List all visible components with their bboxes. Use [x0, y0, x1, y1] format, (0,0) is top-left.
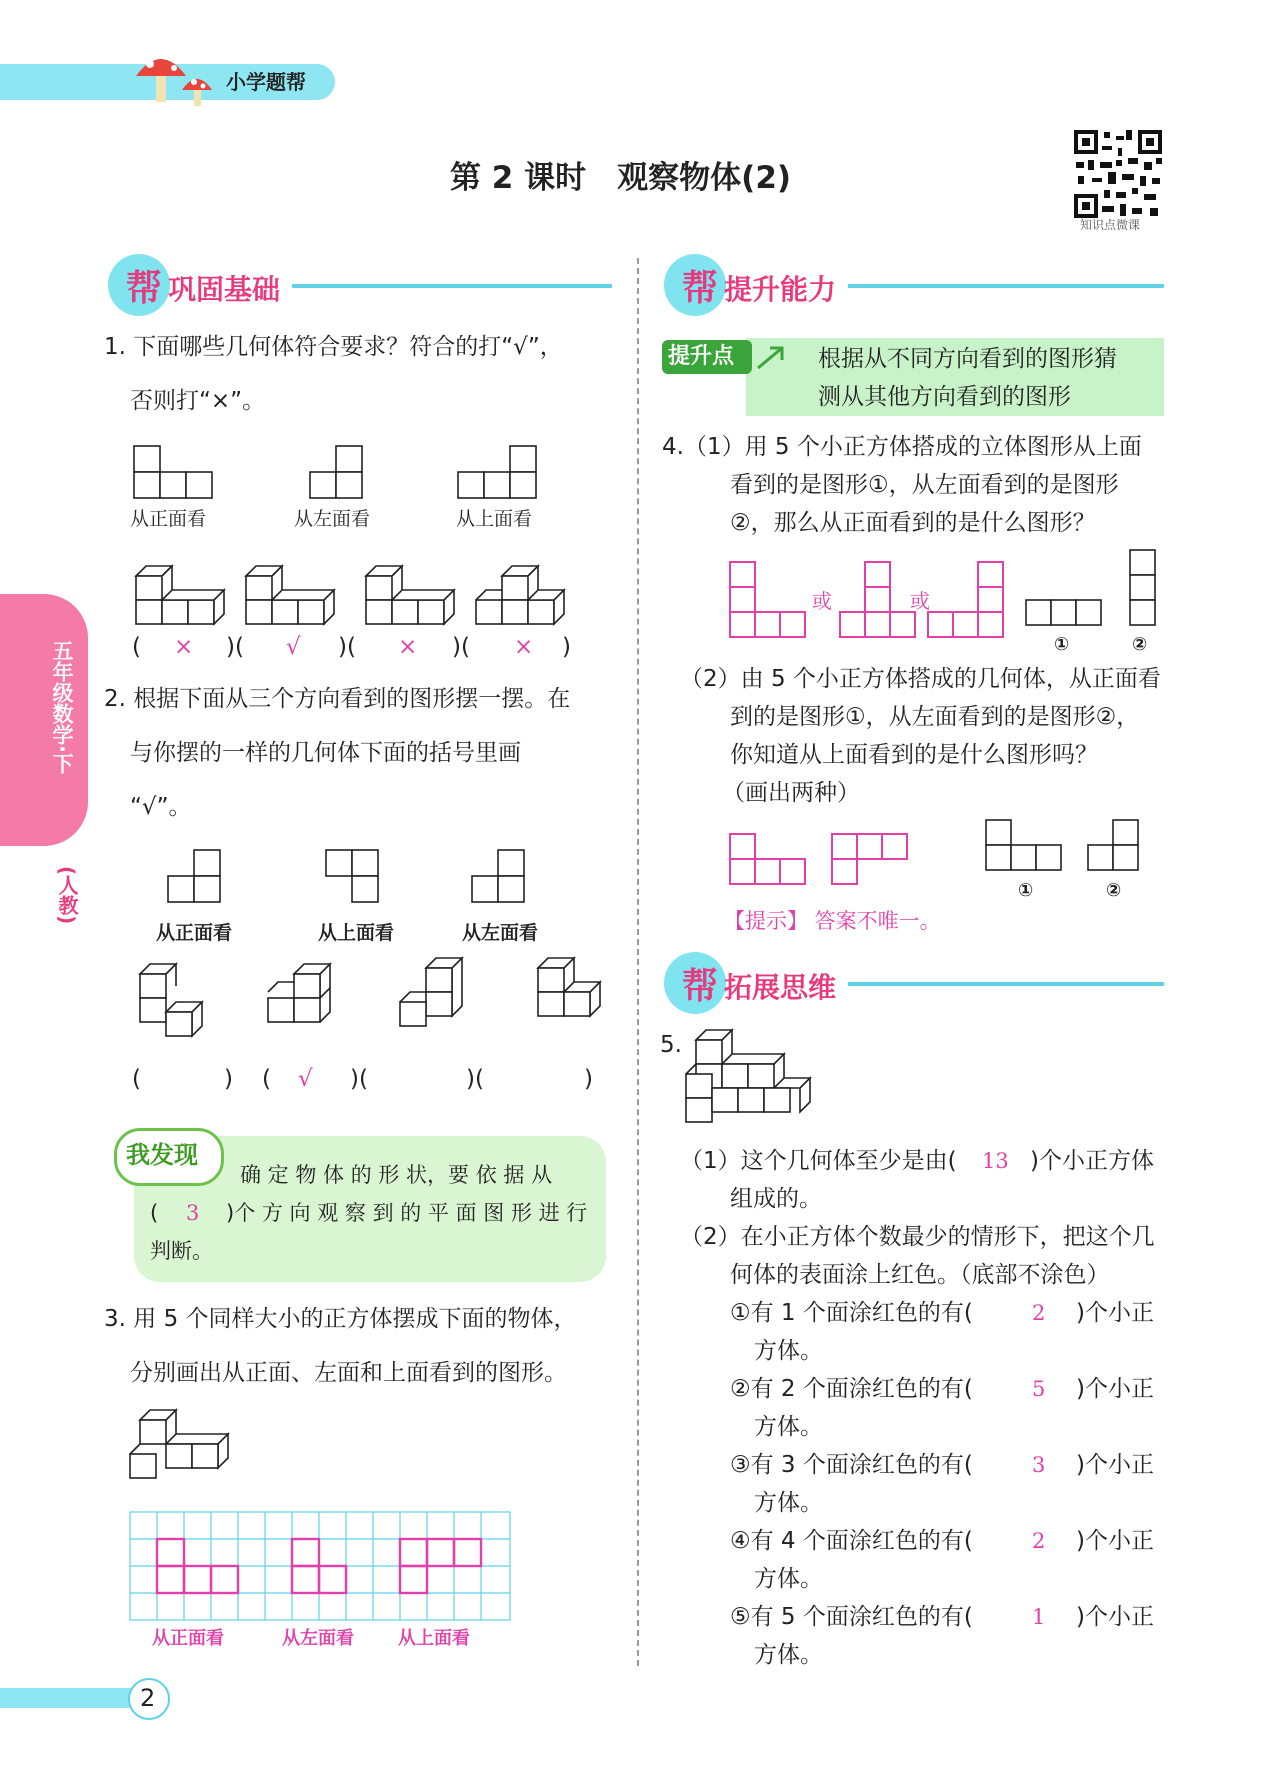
q4-or: 或 [910, 589, 930, 613]
discovery-text: 判断。 [150, 1239, 213, 1263]
q5-solid [686, 1030, 818, 1134]
q5-item-answer: 3 [1032, 1453, 1046, 1477]
q5-item-tail: 方体。 [754, 1490, 823, 1516]
tip-text: 测从其他方向看到的图形 [818, 384, 1071, 410]
q5-item-answer: 1 [1032, 1605, 1046, 1629]
q5-text: )个小正方体 [1030, 1148, 1154, 1174]
section-badge: 帮 [682, 966, 719, 1007]
tip-text: 根据从不同方向看到的图形猜 [818, 346, 1117, 372]
q1-text: 否则打“×”。 [130, 388, 266, 414]
discovery-text: 确 定 物 体 的 形 状，要 依 据 从 [240, 1163, 553, 1187]
q5-item: )个小正 [1076, 1300, 1154, 1326]
q4-text: （画出两种） [722, 780, 860, 806]
q4-text: 你知道从上面看到的是什么图形吗？ [730, 742, 1098, 768]
q4-hint: 【提示】 答案不唯一。 [724, 909, 941, 933]
q5-text: 组成的。 [730, 1186, 822, 1212]
q4-figure-1 [986, 820, 1066, 876]
q5-text: （1）这个几何体至少是由( [680, 1148, 957, 1174]
q1-solid-c [366, 558, 462, 628]
q5-item: ④有 4 个面涂红色的有( [730, 1528, 973, 1554]
q1-answer: √ [286, 634, 301, 660]
q1-solid-a [136, 558, 232, 628]
q5-item: ⑤有 5 个面涂红色的有( [730, 1604, 973, 1630]
q4-text: （2）由 5 个小正方体搭成的几何体，从正面看 [680, 666, 1161, 692]
q5-item-tail: 方体。 [754, 1642, 823, 1668]
mushroom-logo [128, 42, 218, 112]
q1-bracket: )( [452, 634, 470, 660]
q2-solid-a [140, 964, 212, 1040]
q1-view-top [458, 446, 540, 500]
discovery-badge-text: 我发现 [126, 1141, 198, 1169]
q1-bracket: )( [338, 634, 356, 660]
q1-view-front [134, 446, 214, 500]
q4-figure-label: ② [1132, 634, 1148, 655]
section-badge: 帮 [126, 268, 163, 309]
q5-item: )个小正 [1076, 1376, 1154, 1402]
qr-caption: 知识点微课 [1080, 218, 1141, 232]
q5-item: )个小正 [1076, 1528, 1154, 1554]
q5-item-tail: 方体。 [754, 1414, 823, 1440]
q3-text: 3. 用 5 个同样大小的正方体摆成下面的物体， [104, 1306, 577, 1332]
q4-figure-2 [1130, 550, 1160, 630]
q2-answer: √ [298, 1066, 313, 1092]
q4-figure-label: ① [1018, 880, 1034, 901]
q5-text: 何体的表面涂上红色。（底部不涂色） [730, 1262, 1110, 1288]
side-tab [0, 594, 88, 846]
q4-text: 看到的是图形①，从左面看到的是图形 [730, 472, 1119, 498]
q5-item-answer: 2 [1032, 1529, 1046, 1553]
q4-answer-top-b [832, 834, 912, 890]
q2-bracket: )( [350, 1066, 368, 1092]
q1-bracket: ( [132, 634, 141, 660]
section-badge: 帮 [682, 268, 719, 309]
q5-item: )个小正 [1076, 1604, 1154, 1630]
q4-answer-b [840, 562, 920, 642]
section-rule [848, 284, 1164, 288]
q1-view-label: 从左面看 [294, 508, 371, 530]
q2-text: 与你摆的一样的几何体下面的括号里画 [130, 740, 521, 766]
q4-answer-top-a [730, 834, 810, 890]
q4-answer-c [928, 562, 1008, 642]
q2-bracket: ( [132, 1066, 141, 1092]
q5-item-tail: 方体。 [754, 1566, 823, 1592]
tip-badge-text: 提升点 [668, 344, 735, 369]
q4-text: ②，那么从正面看到的是什么图形？ [730, 510, 1096, 536]
column-divider [637, 258, 639, 1666]
page-title: 第 2 课时 观察物体(2) [450, 160, 792, 196]
q2-bracket: ( [262, 1066, 271, 1092]
brand-text: 小学题帮 [226, 70, 306, 94]
q5-item-answer: 2 [1032, 1301, 1046, 1325]
q4-or: 或 [812, 589, 832, 613]
q3-text: 分别画出从正面、左面和上面看到的图形。 [130, 1360, 567, 1386]
section-title-improve: 提升能力 [724, 273, 837, 306]
q2-bracket: ) [224, 1066, 233, 1092]
q2-view-left [472, 850, 532, 908]
arrow-icon [756, 344, 788, 372]
q2-bracket: ) [584, 1066, 593, 1092]
q3-solid [130, 1410, 236, 1486]
q5-text: （2）在小正方体个数最少的情形下，把这个几 [680, 1224, 1155, 1250]
q2-view-label: 从左面看 [462, 922, 539, 944]
q1-answer: × [514, 634, 534, 660]
footer-bar [0, 1688, 140, 1708]
discovery-text: ( [150, 1201, 159, 1225]
q4-figure-label: ② [1106, 880, 1122, 901]
q1-solid-b [246, 558, 342, 628]
q1-solid-d [476, 558, 572, 628]
q2-view-front [168, 850, 228, 908]
q2-text: 2. 根据下面从三个方向看到的图形摆一摆。在 [104, 686, 571, 712]
discovery-answer: 3 [186, 1201, 200, 1225]
qr-code [1072, 128, 1164, 220]
section-rule [848, 982, 1164, 986]
q5-item: ③有 3 个面涂红色的有( [730, 1452, 973, 1478]
side-tab-edition: (人教) [55, 866, 79, 925]
q5-item-answer: 5 [1032, 1377, 1046, 1401]
q2-view-label: 从上面看 [318, 922, 395, 944]
q5-item: )个小正 [1076, 1452, 1154, 1478]
q2-solid-c [400, 958, 472, 1038]
q4-text: 4.（1）用 5 个小正方体搭成的立体图形从上面 [662, 434, 1142, 460]
q1-bracket: )( [226, 634, 244, 660]
q3-grid-label: 从正面看 [152, 1628, 224, 1649]
q5-answer: 13 [982, 1149, 1009, 1173]
q2-view-label: 从正面看 [156, 922, 233, 944]
section-title-basic: 巩固基础 [168, 273, 281, 306]
section-rule [292, 284, 612, 288]
q4-figure-label: ① [1054, 634, 1070, 655]
q1-answer: × [398, 634, 418, 660]
q1-text: 1. 下面哪些几何体符合要求？符合的打“√”， [104, 334, 563, 360]
q3-grid-label: 从左面看 [282, 1628, 354, 1649]
q2-solid-d [528, 958, 600, 1038]
discovery-text: )个 方 向 观 察 到 的 平 面 图 形 进 行 [226, 1201, 588, 1225]
section-title-expand: 拓展思维 [724, 971, 837, 1004]
q1-view-left [310, 446, 370, 500]
q1-bracket: ) [562, 634, 571, 660]
q1-view-label: 从上面看 [456, 508, 533, 530]
side-tab-grade: 五年级数学·下 [50, 640, 74, 774]
q2-text: “√”。 [130, 794, 192, 820]
q5-item: ①有 1 个面涂红色的有( [730, 1300, 973, 1326]
q2-solid-b [268, 964, 340, 1040]
q4-figure-1 [1026, 600, 1106, 630]
q4-answer-a [730, 562, 810, 642]
page-number: 2 [140, 1684, 156, 1712]
q5-number: 5. [660, 1032, 682, 1058]
q5-item-tail: 方体。 [754, 1338, 823, 1364]
q3-answer-grid [130, 1512, 512, 1622]
q5-item: ②有 2 个面涂红色的有( [730, 1376, 973, 1402]
q4-figure-2 [1088, 820, 1144, 876]
mushroom-icon [128, 42, 218, 112]
q3-grid-label: 从上面看 [398, 1628, 470, 1649]
q4-text: 到的是图形①，从左面看到的是图形②， [730, 704, 1140, 730]
q1-answer: × [174, 634, 194, 660]
q1-view-label: 从正面看 [130, 508, 207, 530]
q2-bracket: )( [466, 1066, 484, 1092]
q2-view-top [326, 850, 386, 908]
